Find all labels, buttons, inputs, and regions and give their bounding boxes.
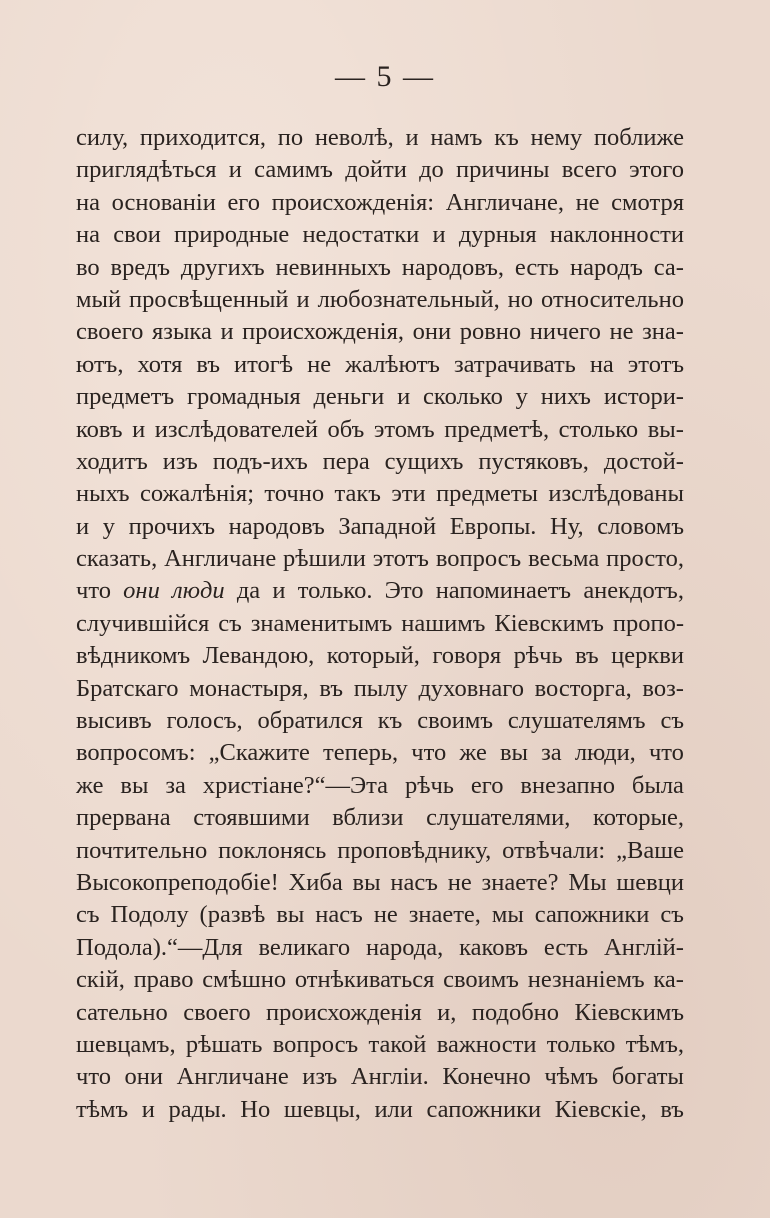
- word: поближе: [593, 124, 684, 151]
- word: народа,: [366, 933, 444, 961]
- word: Англiи.: [350, 1063, 429, 1091]
- word: ка-: [653, 966, 684, 994]
- word: знаете,: [408, 901, 481, 929]
- word: шевци: [616, 868, 684, 896]
- word: ковъ: [76, 415, 123, 443]
- word: слушателямъ: [507, 707, 646, 735]
- text-line: [76, 284, 684, 316]
- word: за: [165, 771, 186, 799]
- word: великаго: [258, 933, 351, 961]
- word: у: [102, 512, 115, 540]
- text-line: [76, 673, 684, 705]
- word: свои: [113, 221, 161, 249]
- word: силу,: [76, 124, 129, 151]
- word: церкви: [611, 642, 684, 670]
- word: рѣчь: [404, 771, 454, 799]
- word: такой: [368, 1030, 427, 1058]
- word: Англичане: [164, 545, 277, 573]
- word: они: [124, 1063, 164, 1091]
- word: природные: [174, 221, 290, 249]
- word: прочихъ: [128, 512, 215, 540]
- word: смотря: [611, 188, 684, 216]
- word: невинныхъ: [275, 253, 391, 281]
- word: весьма: [528, 545, 600, 573]
- word: монастыря,: [189, 674, 309, 702]
- word: у: [515, 383, 528, 411]
- word: другихъ: [180, 253, 265, 281]
- word: мы: [491, 901, 524, 929]
- word: дойти: [345, 156, 407, 184]
- text-line: [76, 543, 684, 575]
- word: такъ: [334, 480, 381, 508]
- word: да: [236, 577, 261, 605]
- text-line: [76, 867, 684, 899]
- word: приглядѣться: [76, 156, 217, 184]
- word: Кiевскимъ: [574, 998, 684, 1026]
- word: не: [609, 318, 634, 346]
- word: любознательный,: [317, 285, 500, 313]
- word: христiане?“—Эта: [202, 771, 389, 799]
- word: Англичане,: [445, 188, 564, 216]
- word: Западной: [338, 512, 437, 540]
- word: самимъ: [254, 156, 333, 184]
- word: Подола).“—Для: [76, 933, 243, 961]
- word: изслѣдователей: [154, 415, 318, 443]
- word: сапожники: [534, 901, 650, 929]
- word: происхожденія:: [271, 188, 435, 216]
- word: объ: [327, 415, 365, 443]
- word: и: [397, 383, 411, 411]
- text-line: [76, 1029, 684, 1061]
- word: внезапно: [520, 771, 615, 799]
- word: „Ваше: [616, 836, 684, 864]
- word: напоминаетъ: [435, 577, 572, 605]
- word: вопросомъ:: [76, 739, 196, 767]
- word: въ: [319, 674, 343, 702]
- word: этотъ: [627, 350, 684, 378]
- word: сожалѣнія;: [139, 480, 255, 508]
- word: Братскаго: [76, 674, 179, 702]
- word: высивъ: [76, 707, 152, 735]
- word: съ: [660, 707, 684, 735]
- page-number: — 5 —: [335, 60, 435, 93]
- word: только.: [297, 577, 373, 605]
- word: вы: [276, 901, 305, 929]
- word: голосъ,: [166, 707, 243, 735]
- word: рады.: [168, 1095, 227, 1123]
- word: проповѣднику,: [337, 836, 492, 864]
- word: этого: [629, 156, 684, 184]
- text-line: [76, 414, 684, 446]
- word: просвѣщенный: [129, 285, 289, 313]
- text-line: [76, 932, 684, 964]
- text-line: [76, 381, 684, 413]
- word: пылу: [353, 674, 408, 702]
- word: истори-: [603, 383, 684, 411]
- word: вы-: [647, 415, 684, 443]
- word: восторга,: [534, 674, 632, 702]
- word: всего: [561, 156, 617, 184]
- word: по: [277, 124, 304, 151]
- word: Англичане: [176, 1063, 289, 1091]
- word: своимъ: [443, 966, 519, 994]
- word: этомъ: [373, 415, 435, 443]
- text-line: [76, 154, 684, 186]
- word: происхожденія: [266, 998, 422, 1026]
- word: ходитъ: [76, 447, 148, 475]
- text-line: [76, 737, 684, 769]
- word: богаты: [611, 1063, 684, 1091]
- word: на: [589, 350, 614, 378]
- word: къ: [494, 124, 519, 151]
- word: не: [447, 868, 472, 896]
- word: вопросъ: [272, 1030, 359, 1058]
- word: деньги: [313, 383, 385, 411]
- word: каковъ: [459, 933, 529, 961]
- word: знаменитымъ: [250, 609, 393, 637]
- text-line: [76, 446, 684, 478]
- word: въ: [575, 642, 599, 670]
- word: сказать,: [76, 545, 158, 573]
- word: обратился: [257, 707, 363, 735]
- text-line: [76, 1094, 684, 1126]
- word: вопросъ: [435, 545, 522, 573]
- text-line: [76, 802, 684, 834]
- word: пустяковъ,: [478, 447, 589, 475]
- word: съ: [76, 901, 100, 929]
- word: который,: [326, 642, 420, 670]
- word: достой-: [603, 447, 684, 475]
- text-line: [76, 835, 684, 867]
- word: прервана: [76, 804, 171, 832]
- word: Ну,: [550, 512, 584, 540]
- word: сколько: [423, 383, 503, 411]
- word: они: [412, 318, 452, 346]
- word: люди,: [574, 739, 636, 767]
- word: вредъ: [110, 253, 171, 281]
- word: на: [76, 188, 100, 216]
- word: громадныя: [186, 383, 301, 411]
- word: только: [546, 1030, 616, 1058]
- word: просто,: [606, 545, 684, 573]
- word: нихъ: [540, 383, 591, 411]
- word: случившiйся: [76, 609, 210, 637]
- word: этотъ: [372, 545, 429, 573]
- word: теперь,: [323, 739, 399, 767]
- word: тѣмъ: [76, 1095, 129, 1123]
- word: „Скажите: [208, 739, 310, 767]
- word: итогѣ: [233, 350, 294, 378]
- word: отвѣчали:: [502, 836, 606, 864]
- word: приходится,: [139, 124, 267, 151]
- word: изъ: [162, 447, 198, 475]
- word: происхожденія,: [242, 318, 404, 346]
- word: наклонности: [549, 221, 684, 249]
- word: его: [227, 188, 261, 216]
- word: предметъ: [76, 383, 175, 411]
- text-line: [76, 575, 684, 607]
- word: и: [76, 512, 90, 540]
- word: изслѣдованы: [548, 480, 684, 508]
- word: мый: [76, 285, 122, 313]
- word: зна-: [642, 318, 684, 346]
- word: нашимъ: [401, 609, 486, 637]
- word: своимъ: [417, 707, 494, 735]
- word: народовъ: [228, 512, 325, 540]
- word: и: [141, 1095, 155, 1123]
- word: рѣчь: [513, 642, 563, 670]
- text-line: [76, 316, 684, 348]
- word: смѣшно: [202, 966, 287, 994]
- word: (развѣ: [199, 901, 266, 929]
- word: сапожники: [426, 1095, 542, 1123]
- word: своего: [76, 318, 144, 346]
- word: насъ: [390, 868, 438, 896]
- text-line: [76, 478, 684, 510]
- word: что: [648, 739, 684, 767]
- word: на: [76, 221, 100, 249]
- word: народовъ,: [401, 253, 504, 281]
- word: причины: [456, 156, 550, 184]
- word: жалѣютъ: [345, 350, 440, 378]
- word: шевцы,: [283, 1095, 361, 1123]
- word: ныхъ: [76, 480, 130, 508]
- word: же: [459, 739, 487, 767]
- word: языка: [152, 318, 212, 346]
- text-line: [76, 122, 684, 154]
- word: Хиба: [288, 868, 343, 896]
- word: есть: [514, 253, 560, 281]
- word: право: [133, 966, 194, 994]
- word: затрачивать: [453, 350, 576, 378]
- text-line: [76, 964, 684, 996]
- word: Мы: [568, 868, 607, 896]
- word: вы: [352, 868, 381, 896]
- word: народъ: [569, 253, 643, 281]
- word: основанiи: [111, 188, 216, 216]
- word: изъ: [302, 1063, 338, 1091]
- word: предметы: [436, 480, 538, 508]
- word: вблизи: [332, 804, 404, 832]
- word: ровно: [459, 318, 522, 346]
- word: Подолу: [110, 901, 189, 929]
- word: рѣшать: [185, 1030, 263, 1058]
- word: пропо-: [612, 609, 684, 637]
- word: но: [507, 285, 534, 313]
- word: слушателями,: [426, 804, 571, 832]
- word: и: [272, 577, 286, 605]
- word: воз-: [642, 674, 684, 702]
- word: неволѣ,: [314, 124, 394, 151]
- word: за: [541, 739, 562, 767]
- word: духовнаго: [418, 674, 524, 702]
- word: говоря: [432, 642, 502, 670]
- text-line: [76, 899, 684, 931]
- word: не: [575, 188, 600, 216]
- word: своего: [183, 998, 251, 1026]
- word: эти: [391, 480, 426, 508]
- word: пера: [322, 447, 370, 475]
- word: скій,: [76, 966, 125, 994]
- word: съ: [660, 901, 684, 929]
- text-line: [76, 511, 684, 543]
- word: шевцамъ,: [76, 1030, 176, 1058]
- word: и: [228, 156, 242, 184]
- word: Левандою,: [202, 642, 315, 670]
- word: относительно: [541, 285, 684, 313]
- word: вы: [499, 739, 528, 767]
- word: Кiевскiе,: [554, 1095, 647, 1123]
- word: знаете?: [481, 868, 559, 896]
- word: чѣмъ: [544, 1063, 599, 1091]
- word: въ: [196, 350, 220, 378]
- word: точно: [264, 480, 325, 508]
- word: Европы.: [449, 512, 537, 540]
- word: почтительно: [76, 836, 208, 864]
- word: что: [76, 577, 111, 605]
- word: въ: [660, 1095, 684, 1123]
- word: или: [374, 1095, 413, 1123]
- word: Англій-: [604, 933, 684, 961]
- word: и,: [437, 998, 457, 1026]
- word: же: [76, 771, 104, 799]
- text-line: [76, 187, 684, 219]
- text-line: [76, 219, 684, 251]
- word: поклонясь: [218, 836, 327, 864]
- text-line: [76, 252, 684, 284]
- word: и: [432, 221, 446, 249]
- word: сательно: [76, 998, 168, 1026]
- word: и: [296, 285, 310, 313]
- word: что: [411, 739, 447, 767]
- word: Но: [240, 1095, 271, 1123]
- word: словомъ: [597, 512, 684, 540]
- word: дурныя: [458, 221, 537, 249]
- text-line: [76, 770, 684, 802]
- word: его: [470, 771, 504, 799]
- word: во: [76, 253, 100, 281]
- word: вѣдникомъ: [76, 642, 191, 670]
- word: важности: [436, 1030, 537, 1058]
- text-line: [76, 997, 684, 1029]
- text-line: [76, 608, 684, 640]
- word: что: [76, 1063, 111, 1091]
- word: отнѣкиваться: [294, 966, 435, 994]
- word: ютъ,: [76, 350, 124, 378]
- word: подъ-ихъ: [212, 447, 308, 475]
- text-line: [76, 1061, 684, 1093]
- word: сущихъ: [384, 447, 464, 475]
- word: нему: [530, 124, 583, 151]
- word: намъ: [430, 124, 483, 151]
- word: не: [307, 350, 332, 378]
- word: и: [132, 415, 146, 443]
- word: была: [631, 771, 684, 799]
- text-line: [76, 640, 684, 672]
- word: тѣмъ,: [625, 1030, 684, 1058]
- word: насъ: [315, 901, 363, 929]
- word: столько: [558, 415, 639, 443]
- word: съ: [218, 609, 242, 637]
- word: Это: [384, 577, 424, 605]
- word: не: [373, 901, 398, 929]
- text-line: [76, 349, 684, 381]
- word: Высокопреподобіе!: [76, 868, 279, 896]
- word: рѣшили: [283, 545, 366, 573]
- word: до: [419, 156, 444, 184]
- word: Кiевскимъ: [494, 609, 604, 637]
- word: хотя: [137, 350, 183, 378]
- italic-word: люди: [172, 577, 225, 605]
- word: предметѣ,: [444, 415, 550, 443]
- word: подобно: [471, 998, 560, 1026]
- word: есть: [543, 933, 589, 961]
- word: къ: [377, 707, 403, 735]
- word: вы: [120, 771, 149, 799]
- word: ничего: [529, 318, 601, 346]
- italic-word: они: [123, 577, 160, 605]
- word: незнаніемъ: [527, 966, 645, 994]
- body-text: [76, 122, 684, 1126]
- word: стоявшими: [193, 804, 310, 832]
- word: анекдотъ,: [583, 577, 684, 605]
- word: са-: [653, 253, 684, 281]
- word: недостатки: [302, 221, 420, 249]
- word: Конечно: [442, 1063, 531, 1091]
- text-line: [76, 705, 684, 737]
- word: и: [220, 318, 234, 346]
- word: которые,: [593, 804, 684, 832]
- word: и: [405, 124, 419, 151]
